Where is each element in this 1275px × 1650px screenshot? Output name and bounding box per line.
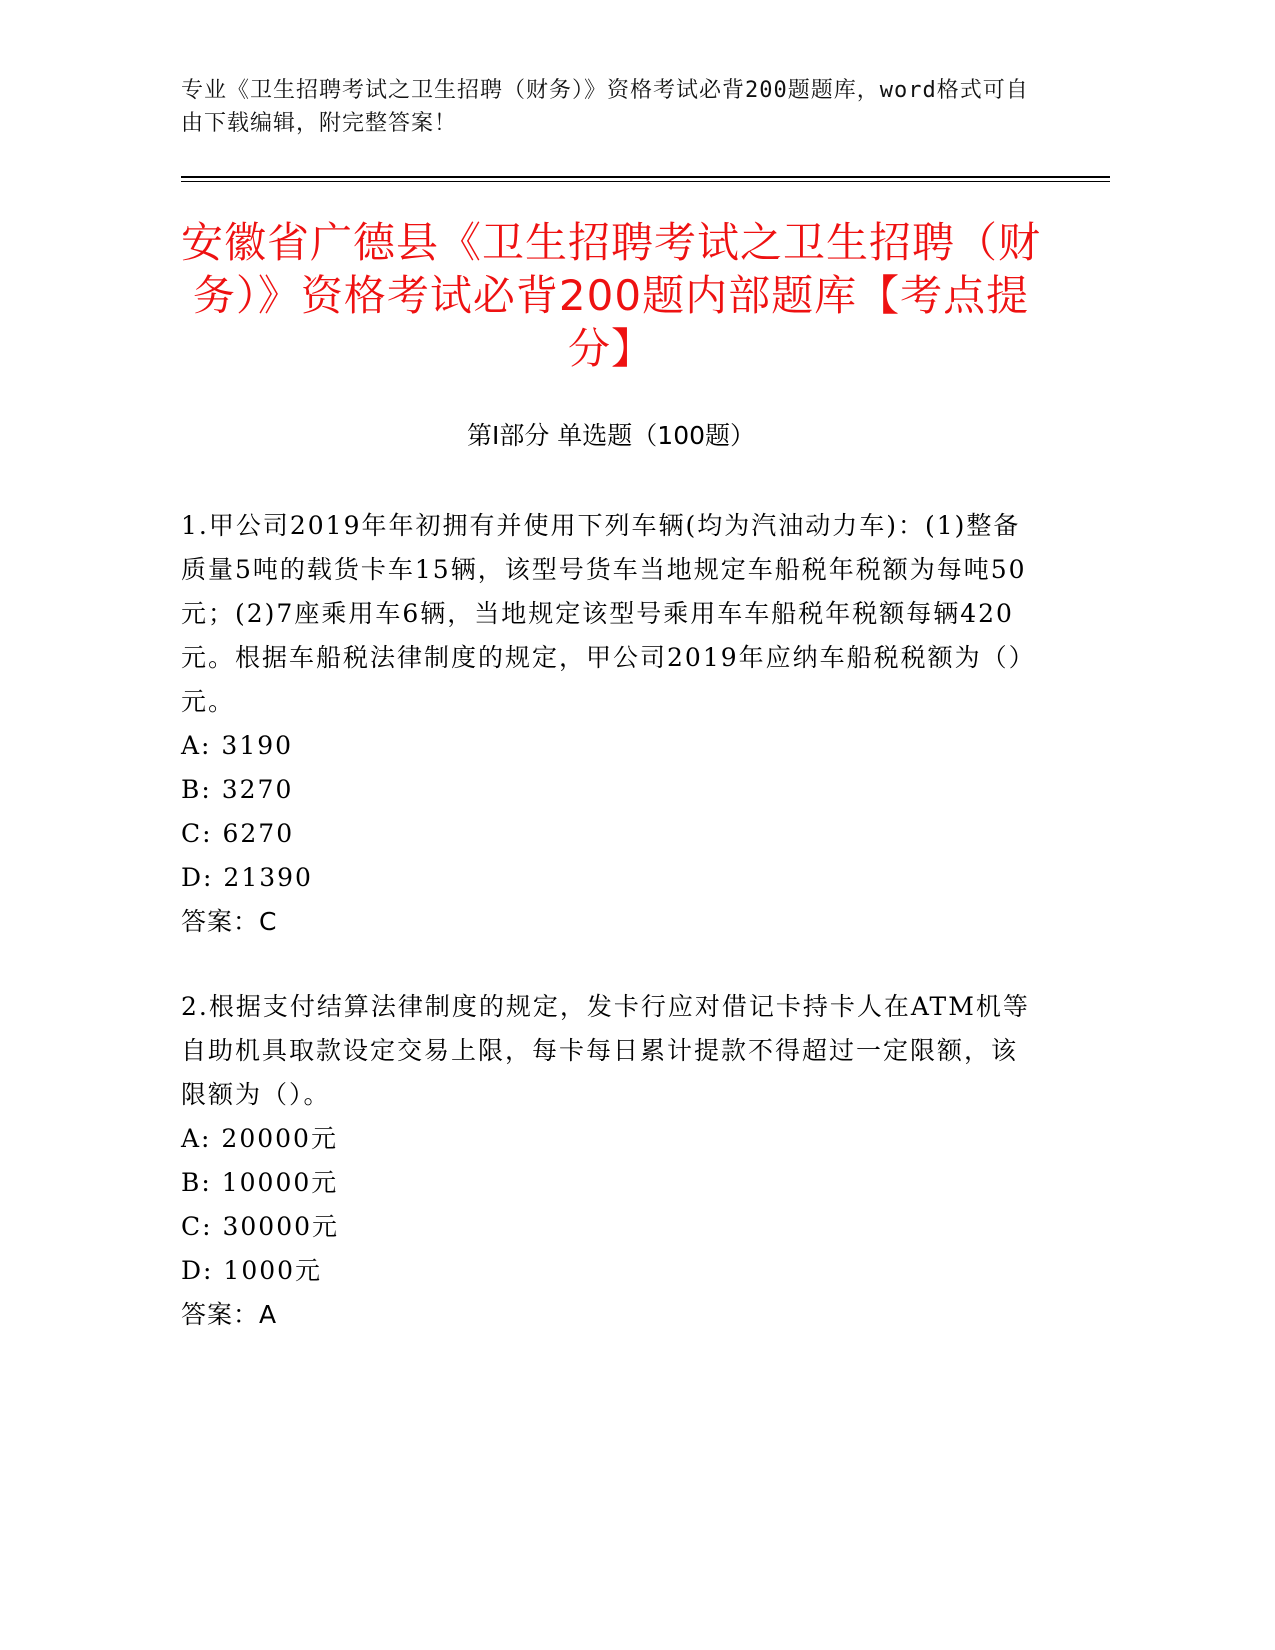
answer: 答案：A (181, 1300, 278, 1329)
option-a: A: 3190 (181, 731, 294, 760)
option-b: B: 10000元 (181, 1168, 339, 1197)
option-d: D: 21390 (181, 863, 313, 892)
option-c: C: 30000元 (181, 1212, 340, 1241)
document-title: 安徽省广德县《卫生招聘考试之卫生招聘（财务）》资格考试必背200题内部题库【考点提分】 (181, 218, 1042, 373)
section-heading: 第Ⅰ部分 单选题（100题） (466, 421, 756, 450)
header-divider-thin (181, 181, 1110, 182)
header-divider-thick (181, 176, 1110, 178)
option-c: C: 6270 (181, 819, 295, 848)
question-2 (181, 985, 1041, 1337)
option-a: A: 20000元 (181, 1124, 338, 1153)
question-1 (181, 504, 1041, 944)
answer: 答案：C (181, 907, 278, 936)
option-d: D: 1000元 (181, 1256, 323, 1285)
option-b: B: 3270 (181, 775, 294, 804)
header-note: 专业《卫生招聘考试之卫生招聘（财务）》资格考试必背200题题库，word格式可自由下载编辑，附完整答案！ (181, 78, 1029, 136)
question-text: 2.根据支付结算法律制度的规定，发卡行应对借记卡持卡人在ATM机等自助机具取款设定交易上限，每卡每日累计提款不得超过一定限额，该限额为（）。 (181, 992, 1030, 1109)
question-text: 1.甲公司2019年年初拥有并使用下列车辆(均为汽油动力车)：(1)整备质量5吨的载货卡车15辆，该型号货车当地规定车船税年税额为每吨50元；(2)7座乘用车6辆，当地规定该型号乘用车车船税年税额每辆420元。根据车船税法律制度的规定，甲公司2019年应纳车船税税额为（）元。 (181, 511, 1036, 716)
